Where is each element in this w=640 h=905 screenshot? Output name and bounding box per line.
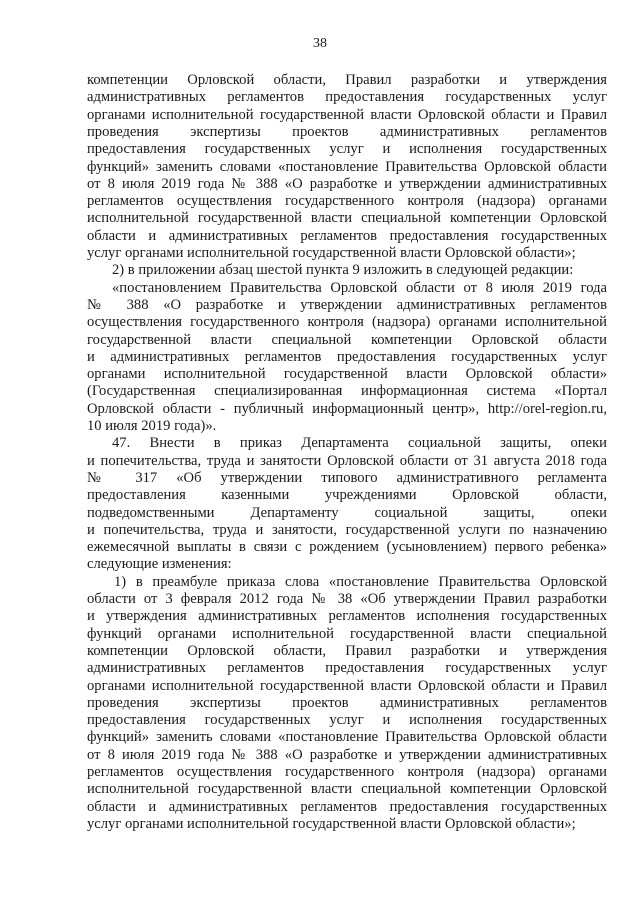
text-line: функций органами исполнительной государственной власти специальной bbox=[87, 625, 607, 642]
text-line: компетенции Орловской области, Правил разработки и утверждения bbox=[87, 72, 607, 88]
text-line: следующие изменения: bbox=[87, 556, 232, 573]
text-line: области и административных регламентов предоставления государственных bbox=[87, 227, 607, 244]
text-line: административных регламентов предоставления государственных услуг bbox=[87, 89, 607, 106]
text-line: компетенции Орловской области, Правил разработки и утверждения bbox=[87, 642, 607, 659]
text-line: № 317 «Об утверждении типового административного регламента bbox=[87, 469, 607, 486]
text-line: органами исполнительной государственной власти Орловской области и Правил bbox=[87, 106, 607, 123]
page-number: 38 bbox=[313, 36, 327, 51]
text-line: регламентов осуществления государственного контроля (надзора) органами bbox=[87, 193, 607, 210]
text-line: исполнительной государственной власти специальной компетенции Орловской bbox=[87, 210, 607, 227]
text-line: и попечительства, труда и занятости Орловской области от 31 августа 2018 года bbox=[87, 452, 607, 469]
text-line: «постановлением Правительства Орловской области от 8 июля 2019 года bbox=[112, 279, 607, 296]
text-line: административных регламентов предоставления государственных услуг bbox=[87, 660, 607, 677]
text-line: услуг органами исполнительной государственной власти Орловской области»; bbox=[87, 245, 576, 261]
text-line: проведения экспертизы проектов административных регламентов bbox=[87, 694, 607, 711]
text-line: Орловской области - публичный информационный центр», http://orel-region.ru, bbox=[87, 400, 607, 417]
text-line: услуг органами исполнительной государственной власти Орловской области»; bbox=[87, 815, 576, 832]
text-line: от 8 июля 2019 года № 388 «О разработке и утверждении административных bbox=[87, 175, 607, 192]
text-line: (Государственная специализированная информационная система «Портал bbox=[87, 383, 607, 400]
text-line: 1) в преамбуле приказа слова «постановление Правительства Орловской bbox=[114, 573, 607, 590]
text-line: регламентов осуществления государственного контроля (надзора) органами bbox=[87, 764, 607, 780]
text-line: проведения экспертизы проектов административных регламентов bbox=[87, 123, 607, 140]
text-line: функций» заменить словами «постановление Правительства Орловской области bbox=[87, 729, 607, 746]
text-line: и попечительства, труда и занятости, государственной услуги по назначению bbox=[87, 521, 607, 538]
text-line: области от 3 февраля 2012 года № 38 «Об утверждении Правил разработки bbox=[87, 591, 607, 607]
text-line: подведомственными Департаменту социальной защиты, опеки bbox=[87, 504, 607, 521]
text-line: № 388 «О разработке и утверждении административных регламентов bbox=[87, 296, 607, 313]
text-line: 47. Внести в приказ Департамента социальной защиты, опеки bbox=[112, 435, 607, 452]
text-line: государственной власти специальной компетенции Орловской области bbox=[87, 331, 607, 348]
text-line: и утверждения административных регламентов исполнения государственных bbox=[87, 608, 607, 625]
text-line: от 8 июля 2019 года № 388 «О разработке и утверждении административных bbox=[87, 746, 607, 763]
text-line: предоставления государственных услуг и исполнения государственных bbox=[87, 712, 607, 729]
text-line: функций» заменить словами «постановление Правительства Орловской области bbox=[87, 158, 607, 175]
text-line: исполнительной государственной власти специальной компетенции Орловской bbox=[87, 781, 607, 798]
text-line: органами исполнительной государственной власти Орловской области» bbox=[87, 366, 607, 383]
text-line: органами исполнительной государственной власти Орловской области и Правил bbox=[87, 677, 607, 694]
text-line: осуществления государственного контроля (надзора) органами исполнительной bbox=[87, 314, 607, 331]
text-line: ежемесячной выплаты в связи с рождением (усыновлением) первого ребенка» bbox=[87, 539, 607, 556]
text-line: предоставления государственных услуг и исполнения государственных bbox=[87, 141, 607, 158]
text-line: предоставления казенными учреждениями Орловской области, bbox=[87, 487, 607, 504]
text-line: и административных регламентов предоставления государственных услуг bbox=[87, 348, 607, 365]
text-line: 2) в приложении абзац шестой пункта 9 изложить в следующей редакции: bbox=[112, 262, 574, 279]
text-line: области и административных регламентов предоставления государственных bbox=[87, 798, 607, 815]
text-line: 10 июля 2019 года)». bbox=[87, 418, 217, 434]
